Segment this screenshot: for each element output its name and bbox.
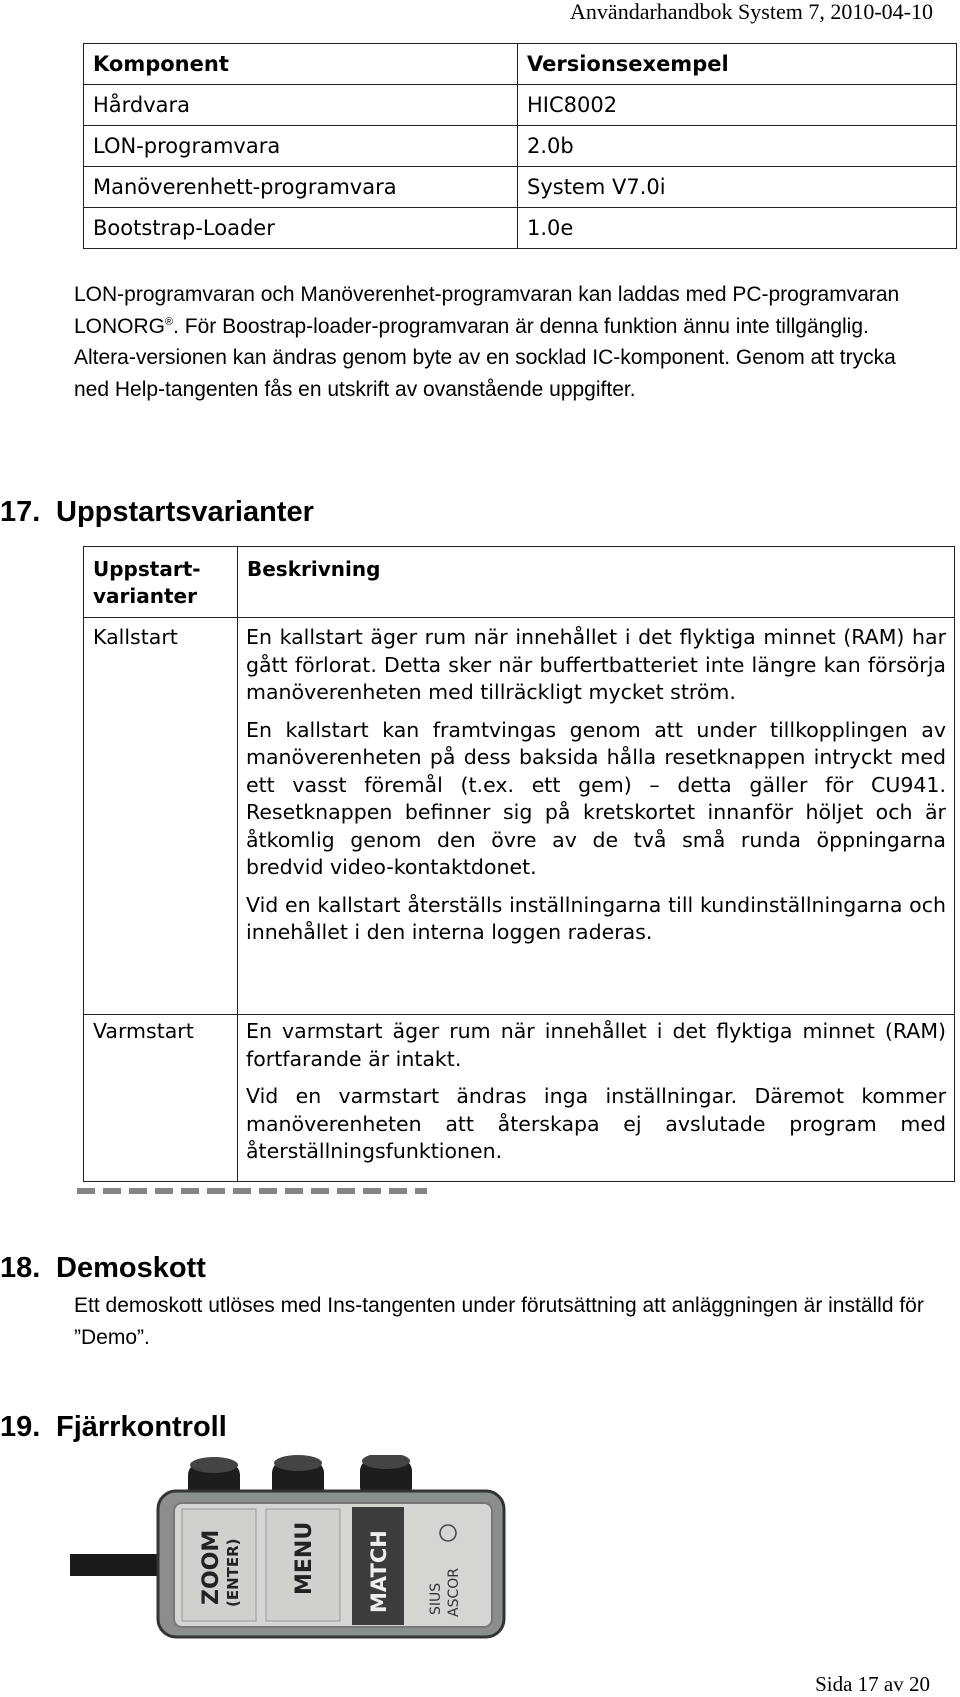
section-title: Fjärrkontroll	[56, 1411, 227, 1443]
demo-paragraph: Ett demoskott utlöses med Ins-tangenten under förutsättning att anläggningen är inställd för ”Demo”.	[74, 1294, 924, 1349]
menu-label: MENU	[292, 1521, 317, 1595]
section-heading-17	[0, 495, 314, 529]
zoom-label: ZOOM	[199, 1529, 224, 1605]
remote-control-image	[70, 1455, 510, 1640]
intro-paragraph	[74, 279, 924, 405]
section-number: 18.	[0, 1252, 41, 1284]
kallstart-description	[246, 624, 946, 957]
varmstart-description	[246, 1018, 946, 1176]
table-cell: HIC8002	[518, 85, 957, 126]
section-heading-18	[0, 1251, 206, 1285]
page-footer: Sida 17 av 20	[815, 1672, 930, 1696]
varmstart-paragraph: En varmstart äger rum när innehållet i det flyktiga minnet (RAM) fortfarande är intakt.	[246, 1019, 946, 1071]
header-description: Beskrivning	[247, 557, 381, 581]
brand-sius: SIUS	[428, 1582, 444, 1615]
registered-mark: ®	[165, 315, 174, 328]
table-row	[84, 208, 957, 249]
row-label-kallstart: Kallstart	[93, 625, 178, 649]
header-variants: Uppstart-varianter	[93, 557, 201, 608]
enter-label: (ENTER)	[224, 1538, 242, 1607]
section-title: Uppstartsvarianter	[56, 496, 314, 528]
table-cell: Manöverenhett-programvara	[84, 167, 518, 208]
version-table	[83, 43, 957, 249]
table-header-row	[84, 44, 957, 85]
table-header-cell: Versionsexempel	[518, 44, 957, 85]
column-divider	[237, 547, 238, 1181]
table-cell: 2.0b	[518, 126, 957, 167]
scan-artifact	[77, 1188, 427, 1194]
table-row	[84, 85, 957, 126]
table-cell: LON-programvara	[84, 126, 518, 167]
table-cell: 1.0e	[518, 208, 957, 249]
row-divider	[84, 617, 954, 618]
intro-text-1: LON-programvaran och Manöverenhet-programvaran kan laddas med PC-programvaran LONORG	[74, 283, 900, 338]
section-number: 17.	[0, 496, 41, 528]
table-row	[84, 167, 957, 208]
table-cell: Bootstrap-Loader	[84, 208, 518, 249]
section-number: 19.	[0, 1411, 41, 1443]
varmstart-paragraph: Vid en varmstart ändras inga inställningar. Däremot kommer manöverenheten att återskapa ej avslutade program med återställningsfunktionen.	[246, 1084, 946, 1163]
row-label-varmstart: Varmstart	[93, 1019, 194, 1043]
section-heading-19	[0, 1410, 227, 1444]
kallstart-paragraph: En kallstart kan framtvingas genom att under tillkopplingen av manöverenheten på dess baksida hålla resetknappen intryckt med ett vasst föremål (t.ex. ett gem) – detta gäller för CU941. Resetknappen befinner sig på kretskortet innanför höljet och är åtkomlig genom den övre av de två små runda öppningarna bredvid video-kontaktdonet.	[246, 717, 946, 879]
kallstart-paragraph: Vid en kallstart återställs inställningarna till kundinställningarna och innehållet i den interna loggen raderas.	[246, 892, 946, 944]
section-title: Demoskott	[56, 1252, 206, 1284]
kallstart-paragraph: En kallstart äger rum när innehållet i det flyktiga minnet (RAM) har gått förlorat. Detta sker när buffertbatteriet inte längre kan försörja manöverenheten med tillräckligt mycket ström.	[246, 625, 946, 704]
table-cell: Hårdvara	[84, 85, 518, 126]
match-label: MATCH	[367, 1530, 391, 1613]
table-row	[84, 126, 957, 167]
table-header-cell: Komponent	[84, 44, 518, 85]
brand-ascor: ASCOR	[446, 1568, 462, 1617]
page-header: Användarhandbok System 7, 2010-04-10	[570, 0, 933, 24]
startup-variants-table	[83, 546, 955, 1182]
table-cell: System V7.0i	[518, 167, 957, 208]
intro-text-2: . För Boostrap-loader-programvaran är denna funktion ännu inte tillgänglig. Altera-versionen kan ändras genom byte av en socklad IC-komponent. Genom att trycka ned Help-tangenten fås en utskrift av ovanstående uppgifter.	[74, 314, 896, 401]
row-divider	[84, 1014, 954, 1015]
